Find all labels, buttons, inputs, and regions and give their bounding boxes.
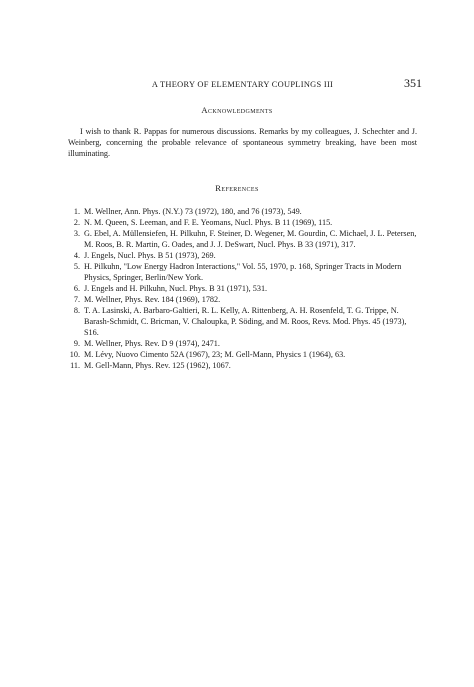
reference-number: 3.	[73, 229, 80, 238]
reference-item	[66, 206, 418, 217]
reference-number: 5.	[73, 262, 80, 271]
reference-item	[66, 294, 418, 305]
acknowledgments-heading: Acknowledgments	[201, 105, 273, 115]
reference-item	[66, 360, 418, 371]
reference-number: 7.	[73, 295, 80, 304]
reference-number: 2.	[73, 218, 80, 227]
reference-item	[66, 217, 418, 228]
reference-number: 11.	[70, 361, 80, 370]
running-head: A THEORY OF ELEMENTARY COUPLINGS III	[151, 80, 334, 89]
reference-text: J. Engels and H. Pilkuhn, Nucl. Phys. B 31 (1971), 531.	[84, 284, 268, 293]
reference-item	[66, 228, 418, 250]
reference-text: M. Wellner, Ann. Phys. (N.Y.) 73 (1972), 180, and 76 (1973), 549.	[84, 207, 302, 216]
reference-text: J. Engels, Nucl. Phys. B 51 (1973), 269.	[84, 251, 216, 260]
acknowledgments-text: I wish to thank R. Pappas for numerous discussions. Remarks by my colleagues, J. Schechter and J. Weinberg, concerning the probable relevance of spontaneous symmetry breaking, have been most illuminating.	[68, 127, 417, 158]
reference-text: M. Lévy, Nuovo Cimento 52A (1967), 23; M. Gell-Mann, Physics 1 (1964), 63.	[84, 350, 346, 359]
reference-number: 4.	[73, 251, 80, 260]
reference-text: G. Ebel, A. Müllensiefen, H. Pilkuhn, F. Steiner, D. Wegener, M. Gourdin, C. Michael, J. L. Petersen, M. Roos, B. R. Martin, G. Oades, and J. J. DeSwart, Nucl. Phys. B 33 (1971), 317.	[84, 229, 417, 249]
reference-item	[66, 349, 418, 360]
reference-number: 8.	[73, 306, 80, 315]
reference-item	[66, 305, 418, 338]
references-heading: References	[215, 183, 259, 193]
reference-number: 6.	[73, 284, 80, 293]
reference-text: N. M. Queen, S. Leeman, and F. E. Yeomans, Nucl. Phys. B 11 (1969), 115.	[84, 218, 333, 227]
page-number: 351	[404, 76, 422, 90]
reference-text: M. Gell-Mann, Phys. Rev. 125 (1962), 1067.	[84, 361, 231, 370]
reference-item	[66, 338, 418, 349]
reference-number: 1.	[73, 207, 80, 216]
reference-item	[66, 283, 418, 294]
reference-list	[66, 206, 418, 371]
reference-number: 9.	[73, 339, 80, 348]
reference-text: M. Wellner, Phys. Rev. D 9 (1974), 2471.	[84, 339, 220, 348]
reference-item	[66, 261, 418, 283]
reference-text: T. A. Lasinski, A. Barbaro-Galtieri, R. L. Kelly, A. Rittenberg, A. H. Rosenfeld, T. G. Trippe, N. Barash-Schmidt, C. Bricman, V. Chaloupka, P. Söding, and M. Roos, Revs. Mod. Phys. 45 (1973), S16.	[84, 306, 407, 337]
reference-item	[66, 250, 418, 261]
reference-number: 10.	[69, 350, 80, 359]
reference-text: H. Pilkuhn, "Low Energy Hadron Interactions," Vol. 55, 1970, p. 168, Springer Tracts in Modern Physics, Springer, Berlin/New York.	[84, 262, 402, 282]
reference-text: M. Wellner, Phys. Rev. 184 (1969), 1782.	[84, 295, 221, 304]
